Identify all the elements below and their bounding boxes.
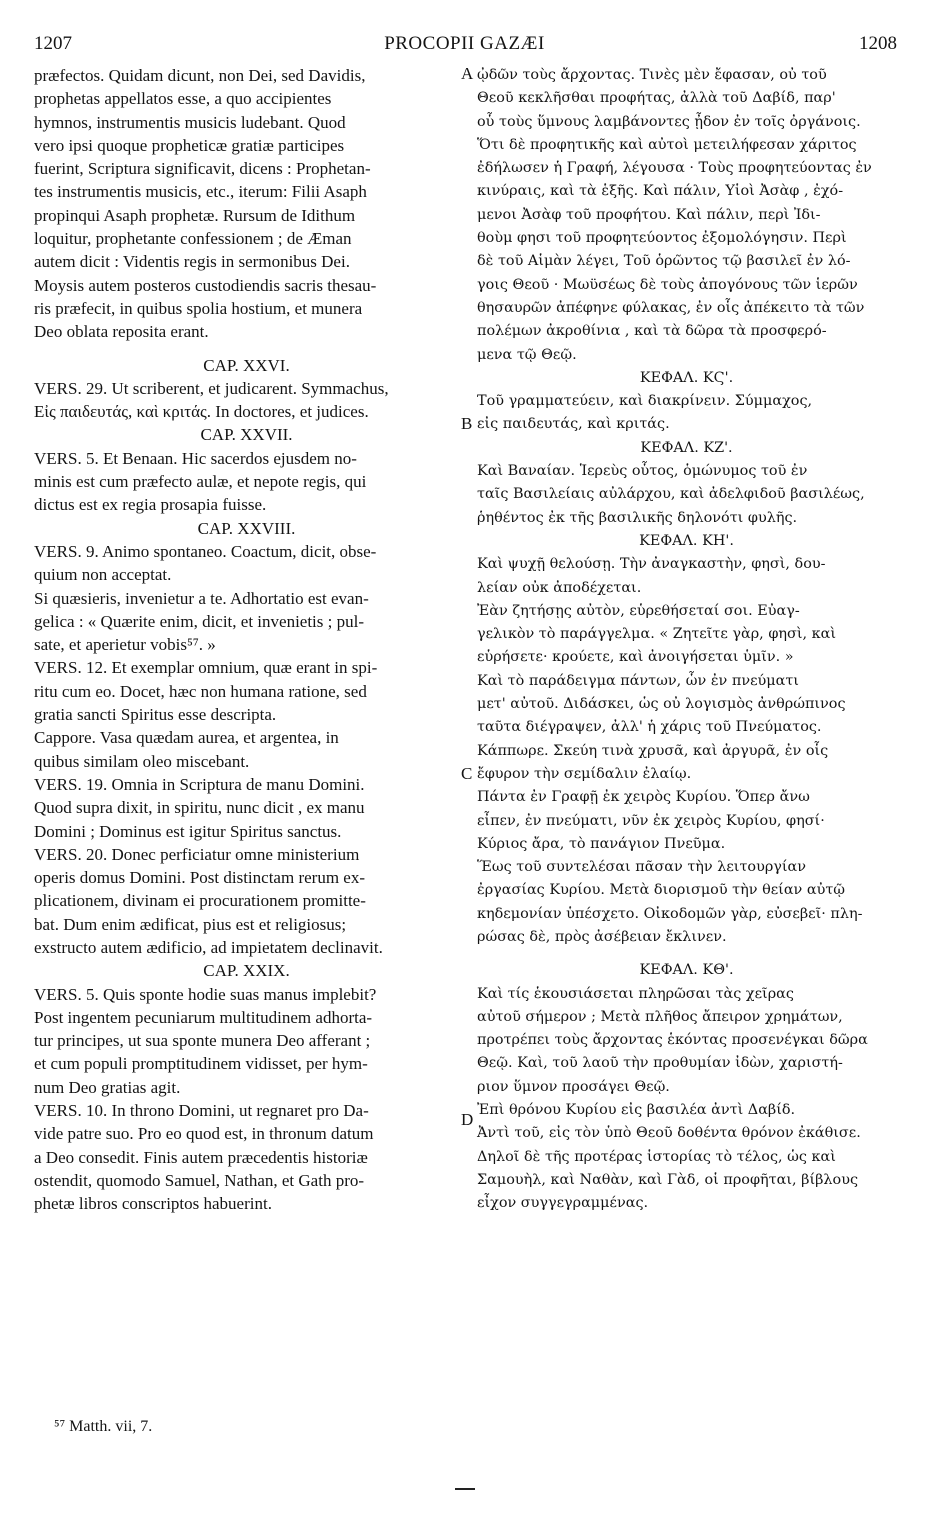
text-line: tes instrumentis musicis, etc., iterum: Filii Asaph (34, 182, 367, 202)
text-line: autem dicit : Videntis regis in sermonibus Dei. (34, 252, 350, 272)
text-line: πολέμων ἀκροθίνια , καὶ τὰ δῶρα τὰ προσφερό- (477, 323, 827, 340)
text-line: quium non acceptat. (34, 565, 172, 585)
text-line: exstructo autem ædificio, ad impietatem declinavit. (34, 937, 383, 957)
text-line: ρώσας δὲ, πρὸς ἀσέβειαν ἔκλινεν. (477, 928, 727, 945)
text-line: ritu cum eo. Docet, hæc non humana ratione, sed (34, 681, 367, 701)
text-line: Κάππωρε. Σκεύη τινὰ χρυσᾶ, καὶ ἀργυρᾶ, ἐν οἷς (477, 742, 829, 759)
text-line: quibus similam oleo miscebant. (34, 751, 250, 771)
page-header (0, 32, 929, 58)
text-line: ΚΕΦΑΛ. ΚΘ'. (639, 962, 734, 979)
text-line: CAP. XXIX. (203, 961, 290, 981)
margin-marker-c: C (461, 764, 473, 783)
text-line: ἐδήλωσεν ἡ Γραφή, λέγουσα · Τοὺς προφητεύοντας ἐν (477, 160, 872, 177)
text-line: prophetas appellatos esse, a quo accipientes (34, 89, 332, 109)
greek-column (477, 64, 896, 1216)
text-line: Εἰς παιδευτάς, καὶ κριτάς. In doctores, et judices. (34, 402, 369, 422)
text-line: δὲ τοῦ Αἱμὰν λέγει, Τοῦ ὁρῶντος τῷ βασιλεῖ ἐν λό- (477, 253, 851, 270)
text-line: Ἕως τοῦ συντελέσαι πᾶσαν τὴν λειτουργίαν (477, 859, 806, 876)
text-line: Ὅτι δὲ προφητικῆς καὶ αὐτοὶ μετειλήφεσαν χάριτος (477, 136, 857, 153)
text-line: εἰς παιδευτάς, καὶ κριτάς. (477, 416, 670, 433)
text-line: Δηλοῖ δὲ τῆς προτέρας ἱστορίας τὸ τέλος, ὡς καὶ (477, 1148, 836, 1165)
text-line: vero ipsi quoque propheticæ gratiæ participes (34, 135, 345, 155)
text-line: Θεῷ. Καὶ, τοῦ λαοῦ τὴν προθυμίαν ἰδὼν, χαριστή- (477, 1055, 843, 1072)
text-line: Τοῦ γραμματεύειν, καὶ διακρίνειν. Σύμμαχος, (477, 393, 813, 410)
text-line: κηδεμονίαν ὑπέσχετο. Οἰκοδομῶν γὰρ, εὐσεβεῖ· πλη- (477, 905, 863, 922)
text-line: θοὺμ φησι τοῦ προφητεύοντος ἐξομολόγησιν. Περὶ (477, 230, 847, 247)
running-title: PROCOPII GAZÆI (384, 33, 545, 54)
text-line: CAP. XXVI. (203, 355, 290, 375)
text-line: Cappore. Vasa quædam aurea, et argentea, in (34, 728, 339, 748)
right-page-number: 1208 (859, 33, 897, 54)
text-line: et cum populi promptitudinem vidisset, per hym- (34, 1054, 368, 1074)
text-line: VERS. 29. Ut scriberent, et judicarent. Symmachus, (34, 378, 389, 398)
text-line: operis domus Domini. Post distinctam rerum ex- (34, 868, 365, 888)
text-line: ris præfecit, in quibus spolia hostium, et munera (34, 298, 363, 318)
text-line: gelica : « Quærite enim, dicit, et invenietis ; pul- (34, 611, 365, 631)
text-line: Καὶ Βαναίαν. Ἱερεὺς οὗτος, ὁμώνυμος τοῦ ἐν (477, 463, 808, 480)
text-line (477, 949, 896, 959)
text-line: εἶχον συγγεγραμμένας. (477, 1195, 649, 1212)
text-line: VERS. 19. Omnia in Scriptura de manu Domini. (34, 774, 365, 794)
text-line: Domini ; Dominus est igitur Spiritus sanctus. (34, 821, 342, 841)
text-line: CAP. XXVIII. (197, 518, 296, 538)
text-line: phetæ libros conscriptos habuerint. (34, 1194, 272, 1214)
text-line: ριον ὕμνον προσάγει Θεῷ. (477, 1078, 670, 1095)
text-line: ᾠδῶν τοὺς ἄρχοντας. Τινὲς μὲν ἔφασαν, οὐ τοῦ (477, 67, 827, 83)
text-line: Θεοῦ κεκλῆσθαι προφήτας, ἀλλὰ τοῦ Δαβίδ, παρ' (477, 90, 836, 107)
text-line: VERS. 12. Et exemplar omnium, quæ erant in spi- (34, 658, 378, 678)
text-line: Πάντα ἐν Γραφῇ ἐκ χειρὸς Κυρίου. Ὅπερ ἄνω (477, 789, 810, 806)
text-line: sate, et aperietur vobis⁵⁷. » (34, 635, 216, 655)
text-line: plicationem, divinam ei procurationem promitte- (34, 891, 366, 911)
text-line: κινύραις, καὶ τὰ ἑξῆς. Καὶ πάλιν, Υἱοὶ Ἀσὰφ , ἐχό- (477, 183, 844, 200)
text-line: Καὶ τίς ἑκουσιάσεται πληρῶσαι τὰς χεῖρας (477, 985, 794, 1002)
text-line: VERS. 5. Et Benaan. Hic sacerdos ejusdem no- (34, 448, 357, 468)
text-line: Quod supra dixit, in spiritu, nunc dicit , ex manu (34, 798, 365, 818)
text-line: Ἐπὶ θρόνου Κυρίου εἰς βασιλέα ἀντὶ Δαβίδ. (477, 1102, 796, 1119)
text-line: num Deo gratias agit. (34, 1077, 181, 1097)
text-line: ἐργασίας Κυρίου. Μετὰ διορισμοῦ τὴν θείαν αὐτῷ (477, 882, 846, 899)
text-line: Κύριος ἄρα, τὸ πανάγιον Πνεῦμα. (477, 835, 726, 852)
text-line: bat. Dum enim ædificat, pius est et religiosus; (34, 914, 347, 934)
text-line: Ἐὰν ζητήσῃς αὐτὸν, εὑρεθήσεταί σοι. Εὐαγ- (477, 602, 800, 619)
text-line: VERS. 20. Donec perficiatur omne ministerium (34, 844, 360, 864)
footnote: ⁵⁷ Matth. vii, 7. (54, 1418, 153, 1435)
text-line: præfectos. Quidam dicunt, non Dei, sed Davidis, (34, 66, 366, 85)
text-line: μενοι Ἀσὰφ τοῦ προφήτου. Καὶ πάλιν, περὶ Ἰδι- (477, 206, 821, 223)
text-line: propinqui Asaph prophetæ. Rursum de Idithum (34, 205, 356, 225)
text-line: loquitur, prophetante confessionem ; de Æman (34, 229, 352, 249)
left-page-number: 1207 (34, 33, 72, 54)
text-line: εἶπεν, ἐν πνεύματι, νῦν ἐκ χειρὸς Κυρίου, φησί· (477, 812, 825, 829)
text-line: Deo oblata reposita erant. (34, 322, 209, 342)
text-line: Si quæsieris, invenietur a te. Adhortatio est evan- (34, 588, 369, 608)
text-line: tur principes, ut sua sponte munera Deo afferant ; (34, 1031, 371, 1051)
text-line: dictus est ex regia prosapia fuisse. (34, 495, 267, 515)
text-line: εὑρήσετε· κρούετε, καὶ ἀνοιγήσεται ὑμῖν. » (477, 649, 794, 666)
text-line: ΚΕΦΑΛ. ΚΗ'. (639, 532, 734, 549)
text-line: VERS. 10. In throno Domini, ut regnaret pro Da- (34, 1101, 369, 1121)
text-line: προτρέπει τοὺς ἄρχοντας ἑκόντας προσενέγκαι δῶρα (477, 1032, 868, 1049)
text-line: ἔφυρον τὴν σεμίδαλιν ἐλαίῳ. (477, 765, 692, 782)
text-line: Ἀντὶ τοῦ, εἰς τὸν ὑπὸ Θεοῦ δοθέντα θρόνον ἐκάθισε. (477, 1125, 861, 1142)
text-line: ΚΕΦΑΛ. ΚϚ'. (639, 369, 734, 386)
text-line: fuerint, Scriptura significavit, dicens : Prophetan- (34, 159, 371, 179)
text-line: VERS. 5. Quis sponte hodie suas manus implebit? (34, 984, 377, 1004)
text-line: αὐτοῦ σήμερον ; Μετὰ πλῆθος ἄπειρον χρημάτων, (477, 1008, 843, 1025)
margin-marker-a: A (461, 64, 474, 83)
text-line: hymnos, instrumentis musicis ludebant. Quod (34, 112, 346, 132)
text-line: a Deo consedit. Finis autem præcedentis historiæ (34, 1147, 368, 1167)
text-line: μετ' αὐτοῦ. Διδάσκει, ὡς οὐ λογισμὸς ἀνθρώπινος (477, 696, 846, 713)
text-line: ostendit, quomodo Samuel, Nathan, et Gath pro- (34, 1170, 365, 1190)
page-end-dash (455, 1488, 475, 1490)
text-line: minis est cum præfecto aulæ, et nepote regis, qui (34, 472, 367, 492)
text-line: Post ingentem pecuniarum multitudinem adhorta- (34, 1007, 373, 1027)
text-line: ταῦτα διέγραψεν, ἀλλ' ἡ χάρις τοῦ Πνεύματος. (477, 719, 822, 736)
latin-column (34, 64, 459, 1216)
text-line: ΚΕΦΑΛ. ΚΖ'. (640, 439, 733, 456)
text-line: gratia sancti Spiritus esse descripta. (34, 705, 277, 725)
text-line: γοις Θεοῦ · Μωϋσέως δὲ τοὺς ἀπογόνους τῶν ἱερῶν (477, 276, 858, 293)
text-line: vide patre suo. Pro eo quod est, in thronum datum (34, 1124, 374, 1144)
text-line: ταῖς Βασιλείαις αὐλάρχου, καὶ ἀδελφιδοῦ βασιλέως, (477, 486, 865, 503)
text-line: γελικὸν τὸ παράγγελμα. « Ζητεῖτε γὰρ, φησὶ, καὶ (477, 626, 836, 643)
text-line (34, 344, 459, 354)
text-line: Moysis autem posteros custodiendis sacris thesau- (34, 275, 377, 295)
text-line: VERS. 9. Animo spontaneo. Coactum, dicit, obse- (34, 541, 377, 561)
text-line: CAP. XXVII. (200, 425, 293, 445)
text-line: οὗ τοὺς ὕμνους λαμβάνοντες ᾖδον ἐν τοῖς ὀργάνοις. (477, 113, 861, 130)
text-line: Σαμουὴλ, καὶ Ναθὰν, καὶ Γὰδ, οἱ προφῆται, βίβλους (477, 1171, 859, 1188)
margin-marker-b: B (461, 414, 473, 433)
text-line: θησαυρῶν ἀπέφηνε φύλακας, ἐν οἷς ἀπέκειτο τὰ τῶν (477, 299, 865, 316)
text-line: ῥηθέντος ἐκ τῆς βασιλικῆς δηλονότι φυλῆς. (477, 509, 798, 526)
text-line: λείαν οὐκ ἀποδέχεται. (477, 579, 642, 596)
text-line: Καὶ ψυχῇ θελούσῃ. Τὴν ἀναγκαστὴν, φησὶ, δου- (477, 556, 826, 573)
margin-marker-d: D (461, 1110, 474, 1129)
text-line: Καὶ τὸ παράδειγμα πάντων, ὧν ἐν πνεύματι (477, 672, 799, 689)
text-line: μενα τῷ Θεῷ. (477, 346, 577, 363)
